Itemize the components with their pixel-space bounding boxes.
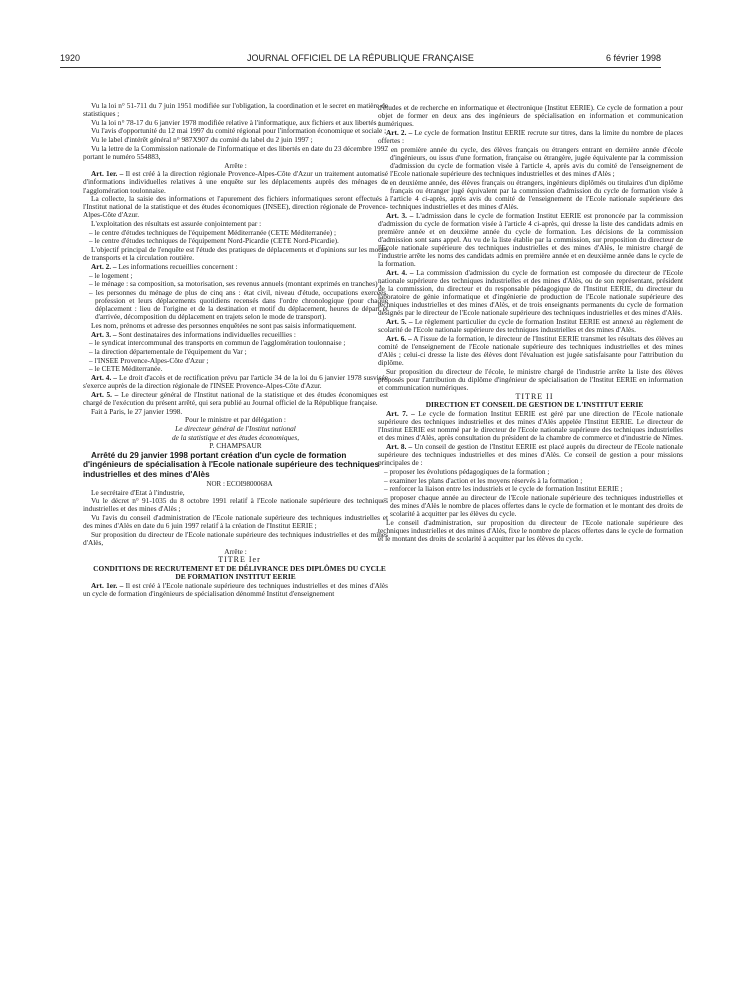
article-label: Art. 4. – xyxy=(386,267,414,277)
paragraph: L'exploitation des résultats est assurée conjointement par : xyxy=(91,219,262,229)
article-label: Art. 2. – xyxy=(386,127,413,137)
article-text: Les informations recueillies concernent : xyxy=(118,261,238,271)
visa: Vu la lettre de la Commission nationale de l'informatique et des libertés en date du 23 décembre 1997 portant le numéro 554883, xyxy=(83,143,388,161)
left-column xyxy=(83,102,388,599)
article-label: Art. 5. – xyxy=(91,389,119,399)
right-column xyxy=(378,104,683,544)
article-text: L'admission dans le cycle de formation Institut EERIE est prononcée par la commission d'admission du cycle de formation visée à l'article 4 ci-après, qui dresse la liste des candidats admis en première année et en deuxième année du cycle de formation. Les décisions de la commission d'admission sont sans appel. Au vu de la liste établie par la commission, sur proposition du directeur de l'Ecole nationale supérieure des techniques industrielles et des mines d'Alès, le ministre chargé de l'industrie arrête les noms des candidats admis en première année et en deuxième année dans le cycle de la formation. xyxy=(378,210,683,269)
article-label: Art. 2. – xyxy=(91,261,117,271)
visa: Sur proposition du directeur de l'Ecole nationale supérieure des techniques industrielles et des mines d'Alès, xyxy=(83,529,388,547)
titre-subheading: CONDITIONS DE RECRUTEMENT ET DE DÉLIVRANCE DES DIPLÔMES DU CYCLE DE FORMATION INSTITUT EERIE xyxy=(93,563,386,582)
visa: Vu le décret n° 91-1035 du 8 octobre 1991 relatif à l'Ecole nationale supérieure des techniques industrielles et des mines d'Alès ; xyxy=(83,496,388,514)
article-text: Un conseil de gestion de l'Institut EERIE est placé auprès du directeur de l'Ecole nationale supérieure des techniques industrielles et des mines d'Alès. Ce conseil de gestion a pour missions principales de : xyxy=(378,441,683,468)
list-item: – le ménage : sa composition, sa motorisation, ses revenus annuels (montant exprimés en tranches) ; xyxy=(89,279,382,289)
issue-date: 6 février 1998 xyxy=(605,53,661,63)
list-item: – le CETE Méditerranée. xyxy=(89,364,163,374)
article-label: Art. 6. – xyxy=(386,333,412,343)
article-text: A l'issue de la formation, le directeur de l'Institut EERIE transmet les résultats des élèves au comité de l'enseignement de l'Ecole nationale supérieure des techniques industrielles et des mines d'Alès ; celui-ci dresse la liste des élèves dont l'évaluation est jugée satisfaisante pour l'attribution du diplôme. xyxy=(378,333,683,368)
article-text: Le cycle de formation Institut EERIE recrute sur titres, dans la limite du nombre de places offertes : xyxy=(378,127,683,145)
article-text: Le cycle de formation Institut EERIE est géré par une direction de l'Ecole nationale supérieure des techniques industrielles et des mines d'Alès appelée l'Institut EERIE. Le directeur de l'Institut EERIE est nommé par le directeur de l'Ecole nationale supérieure des techniques industrielles et des mines d'Alès, après consultation du président de la chambre de commerce et d'industrie de Nîmes. xyxy=(378,409,683,443)
article-3 xyxy=(378,212,683,269)
article-label: Art. 3. – xyxy=(386,210,414,220)
article-text: Il est créé à la direction régionale Provence-Alpes-Côte d'Azur un traitement automatisé d'informations individuelles relatives à une enquête sur les déplacements auprès des ménages de l'agglomération toulonnaise. xyxy=(83,169,388,195)
list-item: – l'INSEE Provence-Alpes-Côte d'Azur ; xyxy=(89,355,209,365)
nor-reference: NOR : ECOI9800068A xyxy=(206,479,273,488)
arrete-label: Arrête : xyxy=(224,160,247,170)
article-label: Art. 8. – xyxy=(386,441,413,451)
journal-title: JOURNAL OFFICIEL DE LA RÉPUBLIQUE FRANÇAISE xyxy=(247,53,474,63)
titre-subheading: DIRECTION ET CONSEIL DE GESTION DE L'INSTITUT EERIE xyxy=(425,400,644,410)
article-4 xyxy=(378,269,683,318)
paragraph: L'objectif principal de l'enquête est l'étude des pratiques de déplacements et d'opinions sur les modes de transports et la circulation routière. xyxy=(83,245,388,263)
list-item: – les personnes du ménage de plus de cinq ans : état civil, niveau d'étude, occupations exercées, profession et leurs déplacements quotidiens recensés dans l'ordre chronologique (pour chaque déplacement : lieu de l'origine et de la destination et motif du déplacement, heures de départ et d'arrivée, décomposition du déplacement en trajets selon le mode de transport). xyxy=(89,287,388,322)
list-item: – renforcer la liaison entre les industriels et le cycle de formation Institut EERIE ; xyxy=(384,484,623,494)
article-label: Art. 4. – xyxy=(91,373,117,383)
titre-heading: TITRE II xyxy=(515,391,554,401)
article-text: Le directeur général de l'Institut national de la statistique et des études économiques est chargé de l'exécution du présent arrêté, qui sera publié au Journal officiel de la République française. xyxy=(83,389,388,407)
article-label: Art. 1er. – xyxy=(91,580,124,590)
article-2 xyxy=(83,263,388,271)
paragraph: Le conseil d'administration, sur proposition du directeur de l'Ecole nationale supérieure des techniques industrielles et des mines d'Alès, fixe le nombre de places offertes dans le cycle de formation et le montant des droits de scolarité à acquitter par les élèves du cycle. xyxy=(378,517,683,543)
header-rule xyxy=(60,67,661,68)
article-label: Art. 7. – xyxy=(386,409,415,418)
paragraph: La collecte, la saisie des informations et l'apurement des fichiers informatiques seront effectués à l'Institut national de la statistique et des études économiques (INSEE), direction régionale de Provence-Alpes-Côte d'Azur. xyxy=(83,194,388,220)
article-5 xyxy=(378,318,683,334)
signature-line: Pour le ministre et par délégation : xyxy=(185,415,286,425)
list-item: – le centre d'études techniques de l'équipement Nord-Picardie (CETE Nord-Picardie). xyxy=(89,236,339,246)
article-text: Sont destinataires des informations individuelles recueillies : xyxy=(118,329,296,339)
article-text: Le règlement particulier du cycle de formation Institut EERIE est annexé au règlement de scolarité de l'Ecole nationale supérieure des techniques industrielles et des mines d'Alès. xyxy=(378,317,683,335)
list-item: – le centre d'études techniques de l'équipement Méditerranée (CETE Méditerranée) ; xyxy=(89,227,336,237)
paragraph: Les nom, prénoms et adresse des personnes enquêtées ne sont pas saisis informatiquement. xyxy=(91,320,357,330)
signature-title: de la statistique et des études économiques, xyxy=(171,432,300,442)
article-label: Art. 5. – xyxy=(386,317,413,326)
visa: Vu le label d'intérêt général n° 987X907 du comité du label du 2 juin 1997 ; xyxy=(91,135,313,145)
visa: Vu la loi n° 51-711 du 7 juin 1951 modifiée sur l'obligation, la coordination et le secret en matière de statistiques ; xyxy=(83,101,388,119)
signature-name: P. CHAMPSAUR xyxy=(209,441,262,451)
list-item: – examiner les plans d'action et les moyens réservés à la formation ; xyxy=(384,475,583,485)
article-6 xyxy=(378,335,683,367)
paragraph: Le secrétaire d'Etat à l'industrie, xyxy=(91,487,185,497)
list-item: – en deuxième année, des élèves français ou étrangers, ingénieurs diplômés ou titulaires d'un diplôme français ou étranger jugé équivalent par la commission d'admission du cycle de formation visée à l'article 4 ci-après, après avis du comité de l'enseignement de l'Ecole nationale supérieure des techniques industrielles et des mines d'Alès. xyxy=(384,177,683,211)
list-item: – la direction départementale de l'équipement du Var ; xyxy=(89,347,247,356)
visa: Vu la loi n° 78-17 du 6 janvier 1978 modifiée relative à l'informatique, aux fichiers et aux libertés ; xyxy=(91,117,381,127)
visa: Vu l'avis du conseil d'administration de l'Ecole nationale supérieure des techniques industrielles et des mines d'Alès en date du 6 juin 1997 relatif à la création de l'Institut EERIE ; xyxy=(83,513,388,531)
visa: Vu l'avis d'opportunité du 12 mai 1997 du comité régional pour l'information économique et sociale ; xyxy=(91,126,387,136)
article-text: Il est créé à l'Ecole nationale supérieure des techniques industrielles et des mines d'Alès un cycle de formation d'ingénieurs de spécialisation dénommé Institut d'enseignement xyxy=(83,580,389,598)
article-7 xyxy=(378,410,683,442)
article-5 xyxy=(83,391,388,407)
article-8 xyxy=(378,443,683,467)
titre-heading: TITRE Ier xyxy=(218,555,261,565)
list-item: – le logement ; xyxy=(89,270,133,280)
article-text: Le droit d'accès et de rectification prévu par l'article 34 de la loi du 6 janvier 1978 susvisée s'exerce auprès de la direction régionale de l'INSEE Provence-Alpes-Côte d'Azur. xyxy=(83,373,388,391)
article-label: Art. 3. – xyxy=(91,329,117,339)
article-text: La commission d'admission du cycle de formation est composée du directeur de l'Ecole nationale supérieure des techniques industrielles et des mines d'Alès, ou de son représentant, président de la commission, du directeur et du responsable pédagogique de l'Institut EERIE, du directeur du laboratoire de génie informatique et d'ingénierie de production de l'Ecole nationale supérieure des techniques industrielles et des mines d'Alès, et de trois enseignants permanents du cycle de formation désignés par le directeur de l'Ecole nationale supérieure des techniques industrielles et des mines d'Alès. xyxy=(378,267,683,318)
signature-title: Le directeur général de l'Institut national xyxy=(175,424,296,433)
list-item: – en première année du cycle, des élèves français ou étrangers entrant en dernière année d'école d'ingénieurs, ou issus d'une formation, française ou étrangère, jugée équivalente par la commission d'admission du cycle de formation visée à l'article 4, après avis du comité de l'enseignement de l'Ecole nationale supérieure des techniques industrielles et des mines d'Alès ; xyxy=(384,144,683,178)
article-2 xyxy=(378,129,683,145)
arrete-title: Arrêté du 29 janvier 1998 portant création d'un cycle de formation d'ingénieurs de spécialisation à l'Ecole nationale supérieure des techniques industrielles et des mines d'Alès xyxy=(83,451,380,479)
paragraph: d'études et de recherche en informatique et électronique (Institut EERIE). Ce cycle de formation a pour objet de former en deux ans des ingénieurs de spécialisation en information et communication numériques. xyxy=(378,103,683,129)
paragraph: Sur proposition du directeur de l'école, le ministre chargé de l'industrie arrête la liste des élèves proposés pour l'attribution du diplôme d'ingénieur de spécialisation de l'Institut EERIE en information et communication numériques. xyxy=(378,366,683,392)
article-label: Art. 1er. – xyxy=(91,169,124,179)
page-header xyxy=(60,53,661,65)
list-item: – le syndicat intercommunal des transports en commun de l'agglomération toulonnaise ; xyxy=(89,338,346,348)
article-1 xyxy=(83,170,388,194)
page-number: 1920 xyxy=(60,53,81,63)
list-item: – proposer chaque année au directeur de l'Ecole nationale supérieure des techniques industrielles et des mines d'Alès le nombre de places offertes dans le cycle de formation et le montant des droits de scolarité à acquitter par les élèves du cycle. xyxy=(384,492,683,519)
article-4 xyxy=(83,374,388,390)
arrete-label: Arrête : xyxy=(224,546,247,556)
list-item: – proposer les évolutions pédagogiques de la formation ; xyxy=(384,466,550,476)
article-1 xyxy=(83,582,388,598)
fait-a-paris: Fait à Paris, le 27 janvier 1998. xyxy=(91,406,183,416)
